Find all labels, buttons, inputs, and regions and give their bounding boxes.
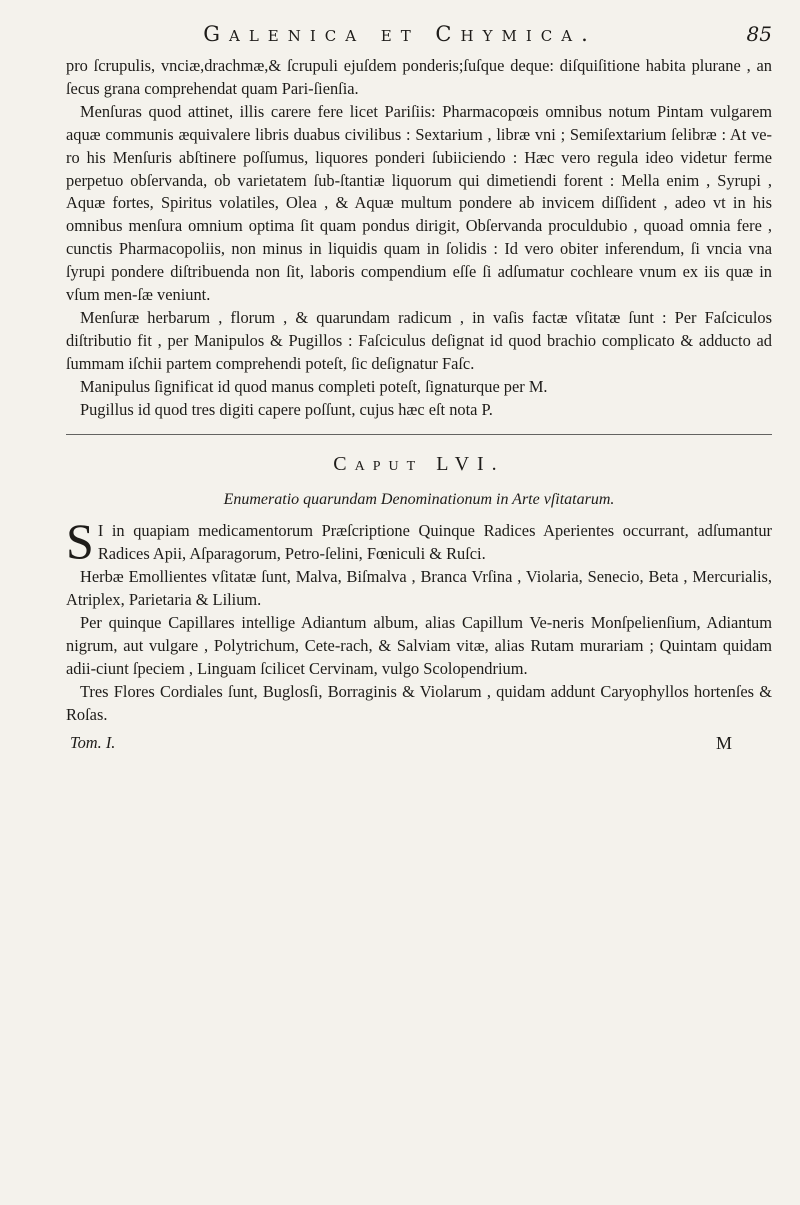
paragraph: Per quinque Capillares intellige Adiantum album, alias Capillum Ve-neris Monſpelienſium, Adiantum nigrum, aut vulgare , Polytrichum, Cete-rach, & Salviam vitæ, alias Rutam murariam ; Quintam quidam adii-ciunt ſpeciem , Linguam ſcilicet Cervinam, vulgo Scolopendrium.	[66, 612, 772, 678]
paragraph: Herbæ Emollientes vſitatæ ſunt, Malva, Biſmalva , Branca Vrſina , Violaria, Senecio, Beta , Mercurialis, Atriplex, Parietaria & Lilium.	[66, 567, 772, 610]
paragraph: pro ſcrupulis, vnciæ,drachmæ,& ſcrupuli ejuſdem ponderis;ſuſque deque: diſquiſitione habita plurane , an ſecus grana comprehendat quam Pari-ſienſia.	[66, 56, 772, 98]
drop-cap: S	[66, 513, 94, 570]
paragraph: Pugillus id quod tres digiti capere poſſunt, cujus hæc eſt nota P.	[80, 399, 493, 419]
paragraph: Menſuræ herbarum , florum , & quarundam radicum , in vaſis factæ vſitatæ ſunt : Per Faſciculos diſtributio fit , per Manipulos & Pugillos : Faſciculus deſignat id quod brachio complicato & adducto ad ſummam iſchii partem comprehendi poteſt, ſic deſignatur Faſc.	[66, 307, 772, 373]
section-divider	[66, 434, 772, 435]
paragraph-text: I in quapiam medicamentorum Præſcriptione Quinque Radices Aperientes occurrant, adſumantur Radices Apii, Aſparagorum, Petro-ſelini, Fœniculi & Ruſci.	[97, 521, 772, 564]
volume-signature: Tom. I.	[70, 733, 116, 753]
running-title: Galenica et Chymica.	[203, 22, 597, 46]
paragraph: Tres Flores Cordiales ſunt, Buglosſi, Borraginis & Violarum , quidam addunt Caryophyllos hortenſes & Roſas.	[66, 681, 772, 724]
chapter-heading: Caput LVI.	[333, 452, 505, 475]
paragraph: Menſuras quod attinet, illis carere fere licet Pariſiis: Pharmacopœis omnibus notum Pintam vulgarem aquæ communis æquivalere libris duabus civilibus : Sextarium , libræ vni ; Semiſextarium ſelibræ : At ve-ro his Menſuris abſtinere poſſumus, liquores ponderi ſubiiciendo : Hæc vero regula ideo videtur ferme perpetuo obſervanda, ob varietatem ſub-ſtantiæ liquorum qui dimetiendi forent : Mella enim , Syrupi , Aquæ fortes, Spiritus volatiles, Olea , & Aquæ multum pondere ab invicem diſſident , adeo vt in his omnibus menſura omnium optima ſit quam pondus dirigit, Obſervanda proculdubio , quoad omnia fere , cunctis Pharmacopoliis, non minus in liquidis quam in ſolidis : Id vero obiter inferendum, ſi vncia vna ſyrupi pondere diſtribuenda non ſit, laboris compendium eſſe ſi adſumatur cochleare vnum ex iis quæ in vſum men-ſæ veniunt.	[66, 101, 772, 305]
chapter-subtitle: Enumeratio quarundam Denominationum in Arte vſitatarum.	[223, 491, 615, 509]
gathering-signature: M	[715, 733, 732, 754]
page-body	[66, 55, 772, 755]
paragraph: Manipulus ſignificat id quod manus completi poteſt, ſignaturque per M.	[80, 376, 548, 396]
chapter-first-paragraph	[66, 513, 772, 570]
page-number: 85	[746, 22, 772, 46]
page-footer	[66, 732, 772, 755]
